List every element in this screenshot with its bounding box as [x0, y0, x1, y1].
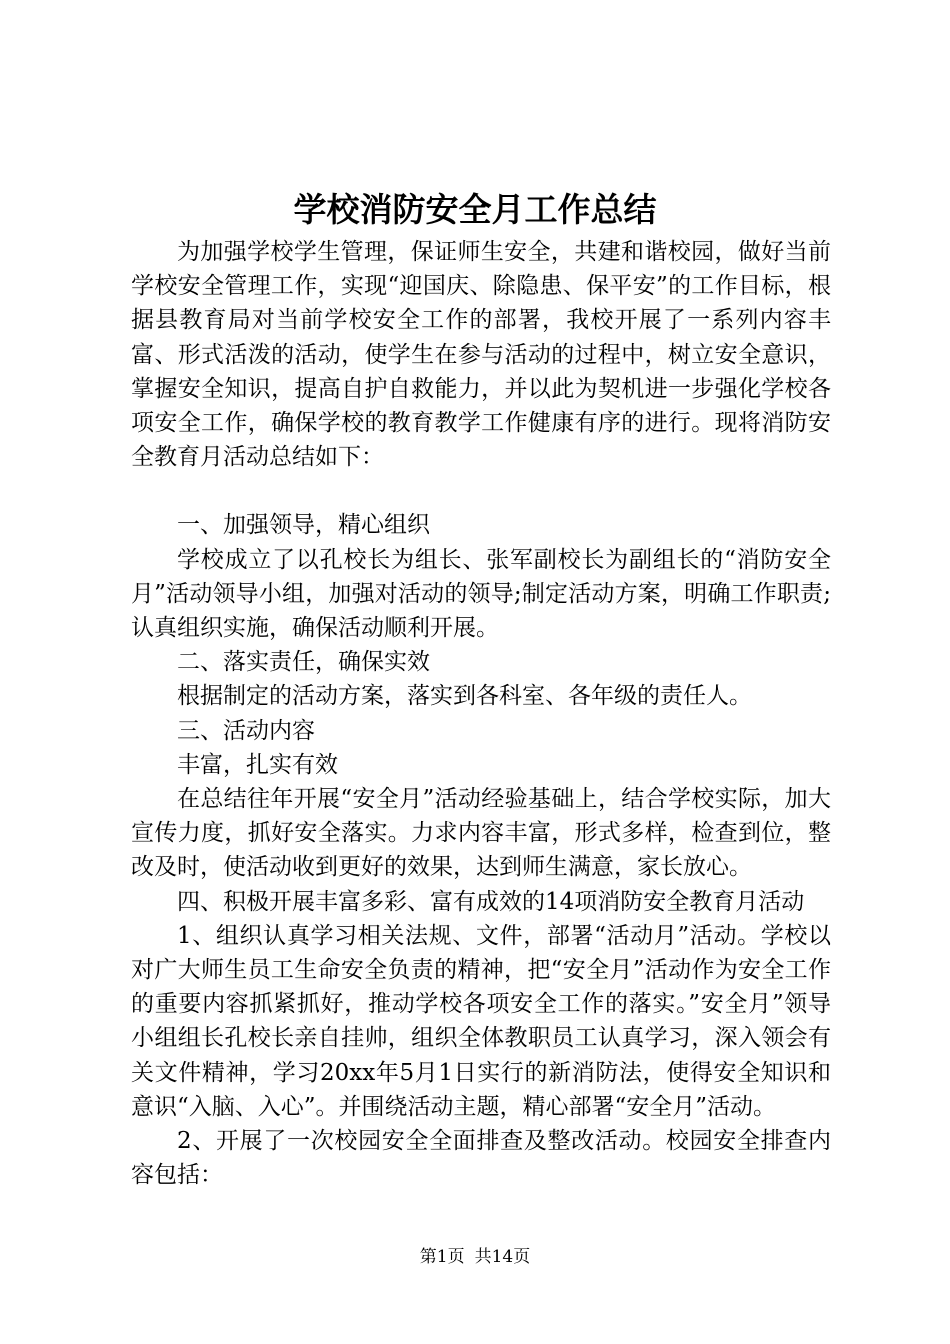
document-title: 学校消防安全月工作总结 — [293, 190, 657, 229]
section-heading-4: 四、积极开展丰富多彩、富有成效的14项消防安全教育月活动 — [177, 888, 805, 915]
paragraph-intro: 为加强学校学生管理，保证师生安全，共建和谐校园，做好当前学校安全管理工作，实现“迎国庆、除隐患、保平安”的工作目标，根据县教育局对当前学校安全工作的部署，我校开展了一系列内容丰富、形式活泼的活动，使学生在参与活动的过程中，树立安全意识，掌握安全知识，提高自护自救能力，并以此为契机进一步强化学校各项安全工作，确保学校的教育教学工作健康有序的进行。现将消防安全教育月活动总结如下： — [131, 239, 831, 471]
section-heading-1: 一、加强领导，精心组织 — [177, 512, 430, 539]
page-number: 第1页 — [419, 1247, 465, 1267]
paragraph-spacer — [131, 474, 831, 508]
paragraph-item-2: 2、开展了一次校园安全全面排查及整改活动。校园安全排查内容包括： — [131, 1128, 831, 1189]
document-body — [131, 235, 831, 1192]
page-total: 共14页 — [474, 1247, 531, 1267]
paragraph-section-3: 在总结往年开展“安全月”活动经验基础上，结合学校实际，加大宣传力度，抓好安全落实。力求内容丰富，形式多样，检查到位，整改及时，使活动收到更好的效果，达到师生满意，家长放心。 — [131, 786, 831, 881]
paragraph-section-2: 根据制定的活动方案，落实到各科室、各年级的责任人。 — [177, 683, 752, 710]
section-heading-3: 三、活动内容 — [177, 717, 315, 744]
section-heading-2: 二、落实责任，确保实效 — [177, 649, 430, 676]
page-footer — [0, 1245, 950, 1269]
paragraph-item-1: 1、组织认真学习相关法规、文件，部署“活动月”活动。学校以对广大师生员工生命安全负责的精神，把“安全月”活动作为安全工作的重要内容抓紧抓好，推动学校各项安全工作的落实。”安全月”领导小组组长孔校长亲自挂帅，组织全体教职员工认真学习，深入领会有关文件精神，学习20xx年5月1日实行的新消防法，使得安全知识和意识“入脑、入心”。并围绕活动主题，精心部署“安全月”活动。 — [131, 922, 831, 1120]
section-subheading-3: 丰富，扎实有效 — [177, 751, 338, 778]
paragraph-section-1: 学校成立了以孔校长为组长、张军副校长为副组长的“消防安全月”活动领导小组，加强对活动的领导;制定活动方案，明确工作职责;认真组织实施，确保活动顺利开展。 — [131, 546, 831, 642]
